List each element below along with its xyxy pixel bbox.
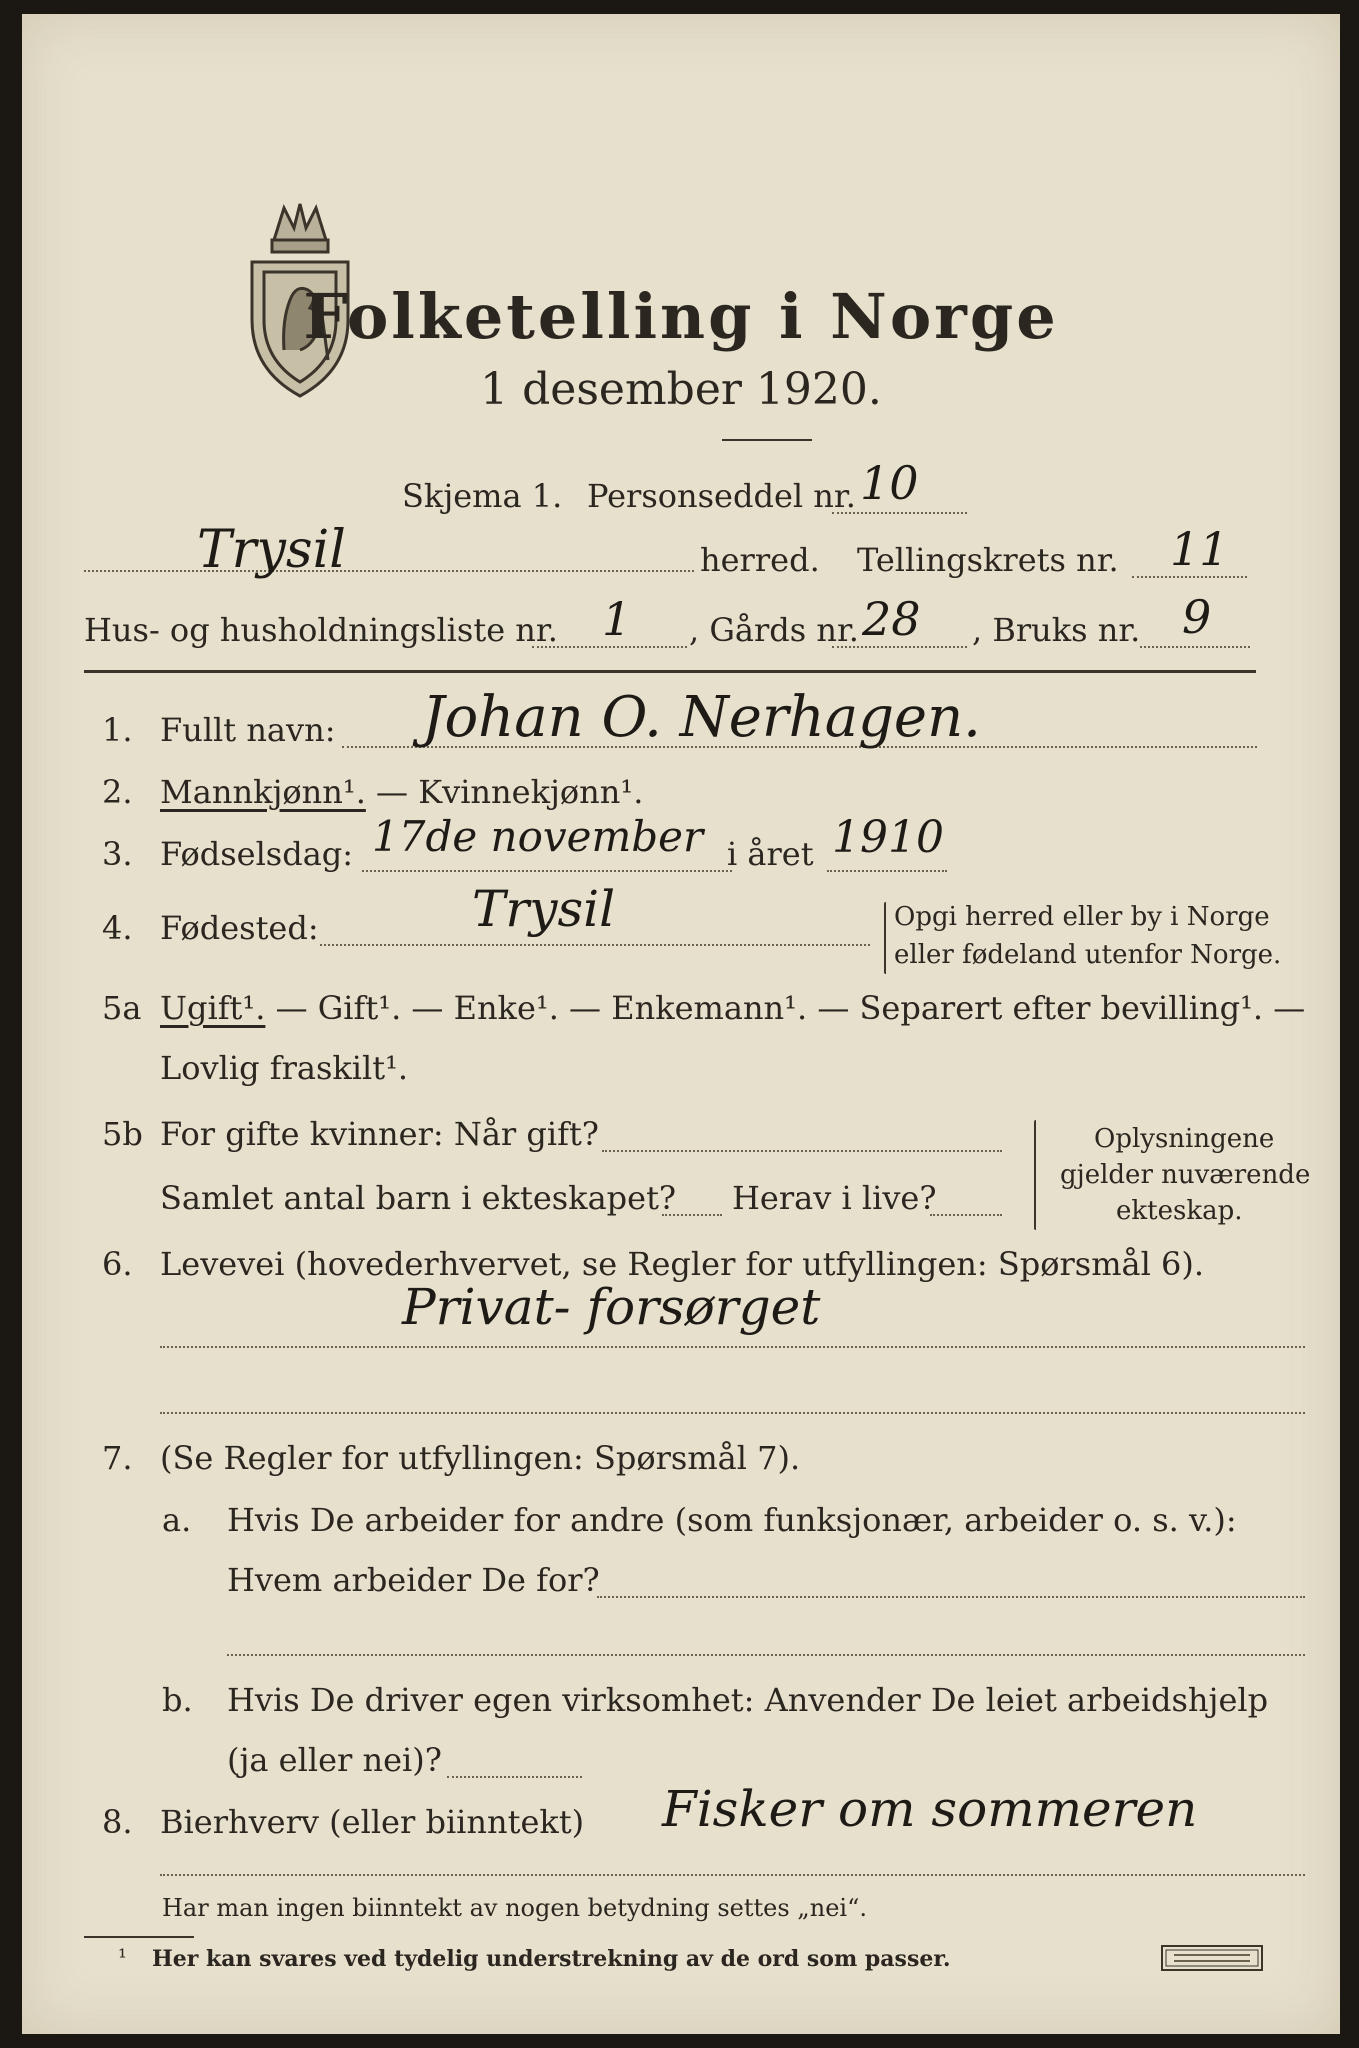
side-occupation-field[interactable] [160, 1874, 1305, 1876]
form-date: 1 desember 1920. [480, 364, 882, 415]
q5b-note-line1: Oplysningene [1094, 1124, 1275, 1154]
q5b-label-children: Samlet antal barn i ekteskapet? [160, 1179, 677, 1217]
personseddel-label: Personseddel nr. [587, 477, 856, 515]
herred-label: herred. [700, 541, 820, 579]
employer-field-extra[interactable] [227, 1654, 1305, 1656]
q5a-options [160, 989, 1306, 1027]
birthplace-field[interactable] [320, 944, 870, 946]
q4-note-line1: Opgi herred eller by i Norge [894, 902, 1270, 932]
q2-options [160, 773, 644, 811]
q7-label: (Se Regler for utfyllingen: Spørsmål 7). [160, 1439, 801, 1477]
q7b-line2: (ja eller nei)? [227, 1741, 442, 1779]
personseddel-field[interactable] [832, 512, 967, 514]
tellingskrets-label: Tellingskrets nr. [857, 541, 1119, 579]
tellingskrets-value: 11 [1170, 522, 1229, 576]
q2-separator: — [365, 773, 419, 811]
married-date-field[interactable] [602, 1150, 1002, 1152]
bruks-value: 9 [1182, 590, 1212, 644]
q1-number: 1. [102, 711, 133, 749]
occupation-field[interactable] [160, 1346, 1305, 1348]
q8-number: 8. [102, 1803, 133, 1841]
q6-label: Levevei (hovederhvervet, se Regler for utfyllingen: Spørsmål 6). [160, 1245, 1205, 1283]
q1-label: Fullt navn: [160, 711, 336, 749]
bruks-label: , Bruks nr. [972, 611, 1141, 649]
occupation-value: Privat- forsørget [402, 1278, 821, 1336]
birthday-value: 17de november [372, 812, 704, 861]
gards-label: , Gårds nr. [689, 611, 859, 649]
employer-field[interactable] [597, 1596, 1305, 1598]
q5b-note-line3: ekteskap. [1116, 1196, 1243, 1226]
tellingskrets-field[interactable] [1132, 576, 1247, 578]
herred-field[interactable] [84, 570, 694, 572]
skjema-label: Skjema 1. [402, 477, 563, 515]
q7-number: 7. [102, 1439, 133, 1477]
birth-year-field[interactable] [827, 870, 947, 872]
q7a-line1: Hvis De arbeider for andre (som funksjonær, arbeider o. s. v.): [227, 1501, 1237, 1539]
occupation-field-extra[interactable] [160, 1412, 1305, 1414]
birthplace-value: Trysil [472, 880, 616, 938]
footnote-divider [84, 1936, 194, 1938]
children-alive-field[interactable] [930, 1214, 1002, 1216]
q2-number: 2. [102, 773, 133, 811]
q7b-line1: Hvis De driver egen virksomhet: Anvender De leiet arbeidshjelp [227, 1681, 1269, 1719]
biinntekt-note: Har man ingen biinntekt av nogen betydning settes „nei“. [162, 1894, 867, 1922]
q8-label: Bierhverv (eller biinntekt) [160, 1803, 585, 1841]
option-kvinnekjonn[interactable]: Kvinnekjønn¹. [418, 773, 644, 811]
title-divider [722, 439, 812, 441]
bruks-field[interactable] [1140, 646, 1250, 648]
footnote-number: ¹ [118, 1946, 127, 1971]
q7a-line2: Hvem arbeider De for? [227, 1561, 600, 1599]
q4-number: 4. [102, 909, 133, 947]
side-occupation-value: Fisker om sommeren [662, 1780, 1198, 1838]
census-form [22, 14, 1340, 2034]
q5b-label-alive: Herav i live? [732, 1179, 937, 1217]
hus-field[interactable] [532, 646, 687, 648]
q7b-number: b. [162, 1681, 193, 1719]
year-label: i året [727, 835, 814, 873]
q5b-note-line2: gjelder nuværende [1060, 1160, 1311, 1190]
gards-value: 28 [862, 592, 921, 646]
option-ugift[interactable]: Ugift¹. [160, 989, 266, 1027]
option-mannkjonn[interactable]: Mannkjønn¹. [160, 773, 366, 811]
header-divider [84, 670, 1256, 673]
hired-help-field[interactable] [447, 1776, 582, 1778]
q3-number: 3. [102, 835, 133, 873]
personseddel-value: 10 [860, 456, 919, 510]
herred-value: Trysil [197, 520, 346, 580]
footnote-text: Her kan svares ved tydelig understrekning av de ord som passer. [152, 1946, 951, 1972]
q4-label: Fødested: [160, 909, 319, 947]
q3-label: Fødselsdag: [160, 835, 354, 873]
option-marital-rest[interactable]: — Gift¹. — Enke¹. — Enkemann¹. — Separert efter bevilling¹. — [265, 989, 1306, 1027]
children-count-field[interactable] [662, 1214, 722, 1216]
q5a-number: 5a [102, 989, 142, 1027]
q5b-label-married: For gifte kvinner: Når gift? [160, 1115, 599, 1153]
q7a-number: a. [162, 1501, 192, 1539]
option-lovlig-fraskilt[interactable]: Lovlig fraskilt¹. [160, 1049, 409, 1087]
printer-stamp-icon [1160, 1944, 1264, 1972]
gards-field[interactable] [832, 646, 967, 648]
q5b-note-brace [1034, 1120, 1036, 1230]
birthday-field[interactable] [362, 870, 732, 872]
birth-year-value: 1910 [832, 812, 944, 863]
full-name-value: Johan O. Nerhagen. [422, 685, 981, 750]
q6-number: 6. [102, 1245, 133, 1283]
q5b-number: 5b [102, 1115, 143, 1153]
hus-label: Hus- og husholdningsliste nr. [84, 611, 558, 649]
q4-note-line2: eller fødeland utenfor Norge. [894, 940, 1282, 970]
q4-note-brace [884, 902, 886, 974]
hus-value: 1 [602, 592, 632, 646]
form-title: Folketelling i Norge [303, 280, 1059, 353]
